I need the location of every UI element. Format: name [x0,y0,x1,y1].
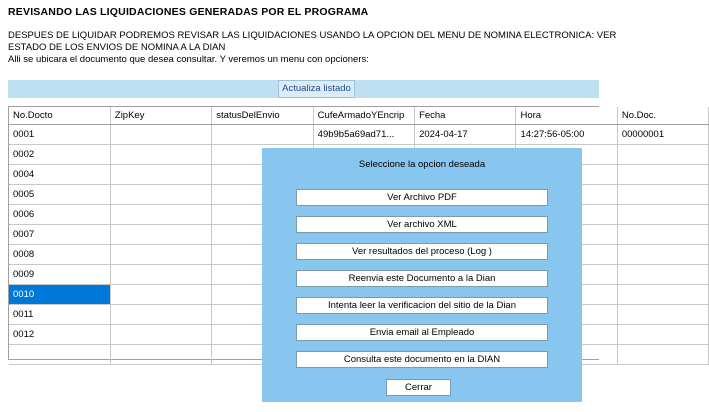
instructions-line-2: ESTADO DE LOS ENVIOS DE NOMINA A LA DIAN [8,42,226,53]
table-cell[interactable] [110,205,211,225]
table-cell[interactable] [9,345,110,365]
column-header[interactable]: ZipKey [110,107,211,125]
table-cell[interactable]: 0001 [9,125,110,145]
table-cell[interactable]: 0009 [9,265,110,285]
column-header[interactable]: Hora [516,107,617,125]
table-cell[interactable]: 0007 [9,225,110,245]
table-cell[interactable]: 0010 [9,285,110,305]
column-header[interactable]: statusDelEnvio [212,107,313,125]
table-row[interactable] [9,125,709,145]
table-cell[interactable] [110,345,211,365]
table-cell[interactable]: 00000001 [617,125,708,145]
table-header-row [9,107,709,125]
refresh-list-button[interactable]: Actualiza listado [278,80,355,98]
instructions-line-3: Alli se ubicara el documento que desea consultar. Y veremos un menu con opcioners: [8,54,369,65]
table-cell[interactable] [617,245,708,265]
table-cell[interactable] [110,305,211,325]
column-header[interactable]: CufeArmadoYEncrip [313,107,414,125]
table-cell[interactable] [110,265,211,285]
table-cell[interactable] [617,345,708,365]
table-cell[interactable] [110,125,211,145]
table-cell[interactable]: 0002 [9,145,110,165]
table-cell[interactable] [212,125,313,145]
email-employee-button[interactable]: Envia email al Empleado [296,324,548,341]
close-button[interactable]: Cerrar [386,379,451,396]
query-document-dian-button[interactable]: Consulta este documento en la DIAN [296,351,548,368]
view-process-log-button[interactable]: Ver resultados del proceso (Log ) [296,243,548,260]
popup-title: Seleccione la opcion deseada [358,159,486,170]
table-cell[interactable] [617,305,708,325]
table-cell[interactable]: 2024-04-17 [415,125,516,145]
table-cell[interactable] [110,325,211,345]
instructions-text [8,30,616,66]
table-cell[interactable] [617,265,708,285]
table-cell[interactable] [617,205,708,225]
table-cell[interactable] [617,145,708,165]
instructions-line-1: DESPUES DE LIQUIDAR PODREMOS REVISAR LAS LIQUIDACIONES USANDO LA OPCION DEL MENU DE NOMINA ELECTRONICA: VER [8,30,617,41]
view-pdf-button[interactable]: Ver Archivo PDF [296,189,548,206]
table-cell[interactable] [617,325,708,345]
table-cell[interactable]: 0005 [9,185,110,205]
table-cell[interactable] [110,225,211,245]
table-cell[interactable] [110,185,211,205]
view-xml-button[interactable]: Ver archivo XML [296,216,548,233]
column-header[interactable]: No.Doc. [617,107,708,125]
column-header[interactable]: Fecha [415,107,516,125]
table-cell[interactable]: 0006 [9,205,110,225]
table-cell[interactable] [110,285,211,305]
table-cell[interactable]: 0008 [9,245,110,265]
table-cell[interactable]: 0011 [9,305,110,325]
table-cell[interactable] [617,185,708,205]
table-cell[interactable] [110,245,211,265]
table-cell[interactable]: 0012 [9,325,110,345]
table-cell[interactable] [617,225,708,245]
table-cell[interactable]: 49b9b5a69ad71... [313,125,414,145]
page-heading: REVISANDO LAS LIQUIDACIONES GENERADAS POR EL PROGRAMA [8,6,369,18]
table-cell[interactable]: 0004 [9,165,110,185]
table-cell[interactable] [110,165,211,185]
resend-to-dian-button[interactable]: Reenvia este Documento a la Dian [296,270,548,287]
table-cell[interactable] [617,165,708,185]
table-cell[interactable] [617,285,708,305]
table-cell[interactable] [110,145,211,165]
options-popup [262,148,582,402]
read-dian-verification-button[interactable]: Intenta leer la verificacion del sitio de la Dian [296,297,548,314]
table-cell[interactable]: 14:27:56-05:00 [516,125,617,145]
column-header[interactable]: No.Docto [9,107,110,125]
